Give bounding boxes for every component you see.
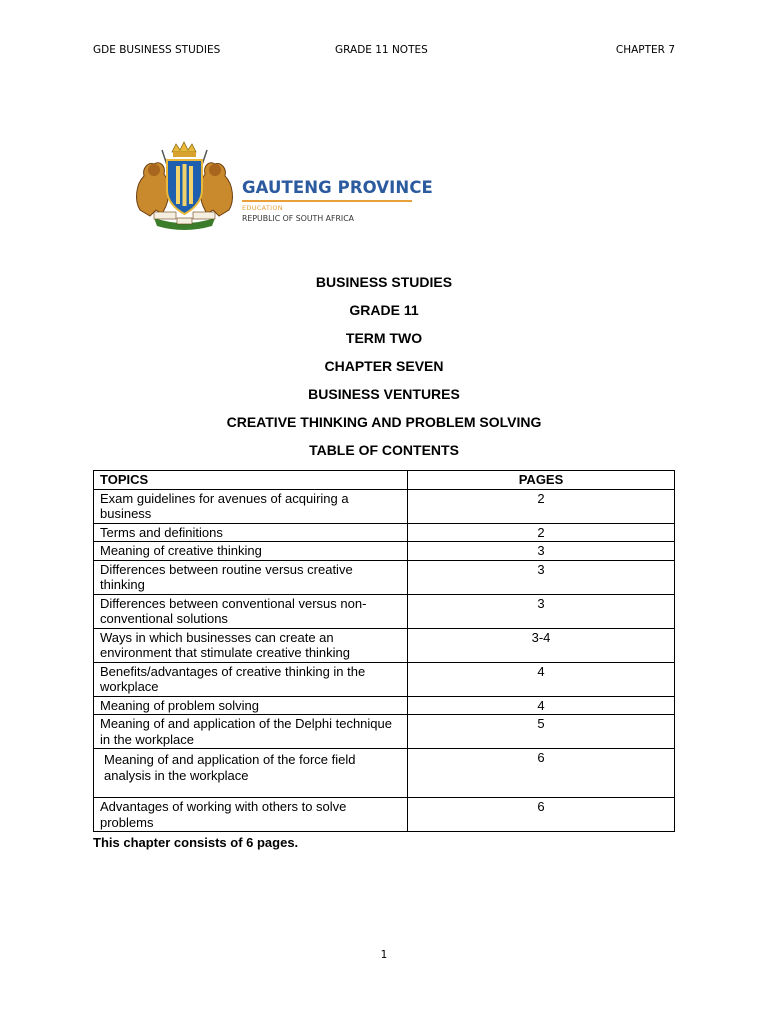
pages-cell: 4 [408, 696, 675, 715]
topic-cell: Benefits/advantages of creative thinking in the workplace [94, 662, 408, 696]
pages-cell: 3 [408, 542, 675, 561]
page-header [93, 44, 675, 58]
title-term: TERM TWO [345, 330, 423, 346]
logo-divider [242, 200, 412, 202]
pages-cell: 6 [408, 798, 675, 832]
header-grade: GRADE 11 NOTES [335, 44, 428, 56]
pages-cell: 6 [408, 749, 675, 798]
table-header-row [94, 471, 675, 490]
topic-cell: Meaning of problem solving [94, 696, 408, 715]
topic-cell: Meaning of and application of the force field analysis in the workplace [94, 749, 408, 798]
table-row [94, 489, 675, 523]
table-row [94, 749, 675, 798]
logo-department: EDUCATION [242, 203, 283, 212]
pages-cell: 2 [408, 523, 675, 542]
topic-cell: Ways in which businesses can create an environment that stimulate creative thinking [94, 628, 408, 662]
header-subject: GDE BUSINESS STUDIES [93, 44, 221, 56]
pages-cell: 3-4 [408, 628, 675, 662]
topic-cell: Terms and definitions [94, 523, 408, 542]
table-row [94, 696, 675, 715]
pages-cell: 5 [408, 715, 675, 749]
table-row [94, 560, 675, 594]
table-of-contents [93, 470, 675, 832]
coat-of-arms-icon [132, 140, 237, 232]
page-number: 1 [380, 949, 388, 961]
title-subject: BUSINESS STUDIES [315, 274, 453, 290]
pages-cell: 4 [408, 662, 675, 696]
column-header-topics: TOPICS [94, 471, 408, 490]
table-row [94, 662, 675, 696]
topic-cell: Meaning of creative thinking [94, 542, 408, 561]
title-toc: TABLE OF CONTENTS [309, 442, 459, 458]
chapter-length-note: This chapter consists of 6 pages. [93, 835, 299, 850]
table-row [94, 523, 675, 542]
pages-cell: 3 [408, 560, 675, 594]
logo-text [242, 178, 433, 223]
topic-cell: Advantages of working with others to solve problems [94, 798, 408, 832]
table-row [94, 715, 675, 749]
topic-cell: Meaning of and application of the Delphi technique in the workplace [94, 715, 408, 749]
title-grade: GRADE 11 [349, 302, 419, 318]
pages-cell: 3 [408, 594, 675, 628]
pages-cell: 2 [408, 489, 675, 523]
logo-country: REPUBLIC OF SOUTH AFRICA [242, 213, 354, 223]
table-row [94, 628, 675, 662]
topic-cell: Differences between conventional versus non-conventional solutions [94, 594, 408, 628]
table-row [94, 542, 675, 561]
column-header-pages: PAGES [408, 471, 675, 490]
header-chapter: CHAPTER 7 [615, 44, 675, 56]
table-row [94, 798, 675, 832]
table-row [94, 594, 675, 628]
logo-title: GAUTENG PROVINCE [242, 178, 433, 197]
topic-cell: Differences between routine versus creative thinking [94, 560, 408, 594]
title-chapter: CHAPTER SEVEN [324, 358, 444, 374]
title-subtopic: CREATIVE THINKING AND PROBLEM SOLVING [226, 414, 542, 430]
gauteng-logo [132, 140, 433, 232]
topic-cell: Exam guidelines for avenues of acquiring a business [94, 489, 408, 523]
title-topic: BUSINESS VENTURES [308, 386, 460, 402]
